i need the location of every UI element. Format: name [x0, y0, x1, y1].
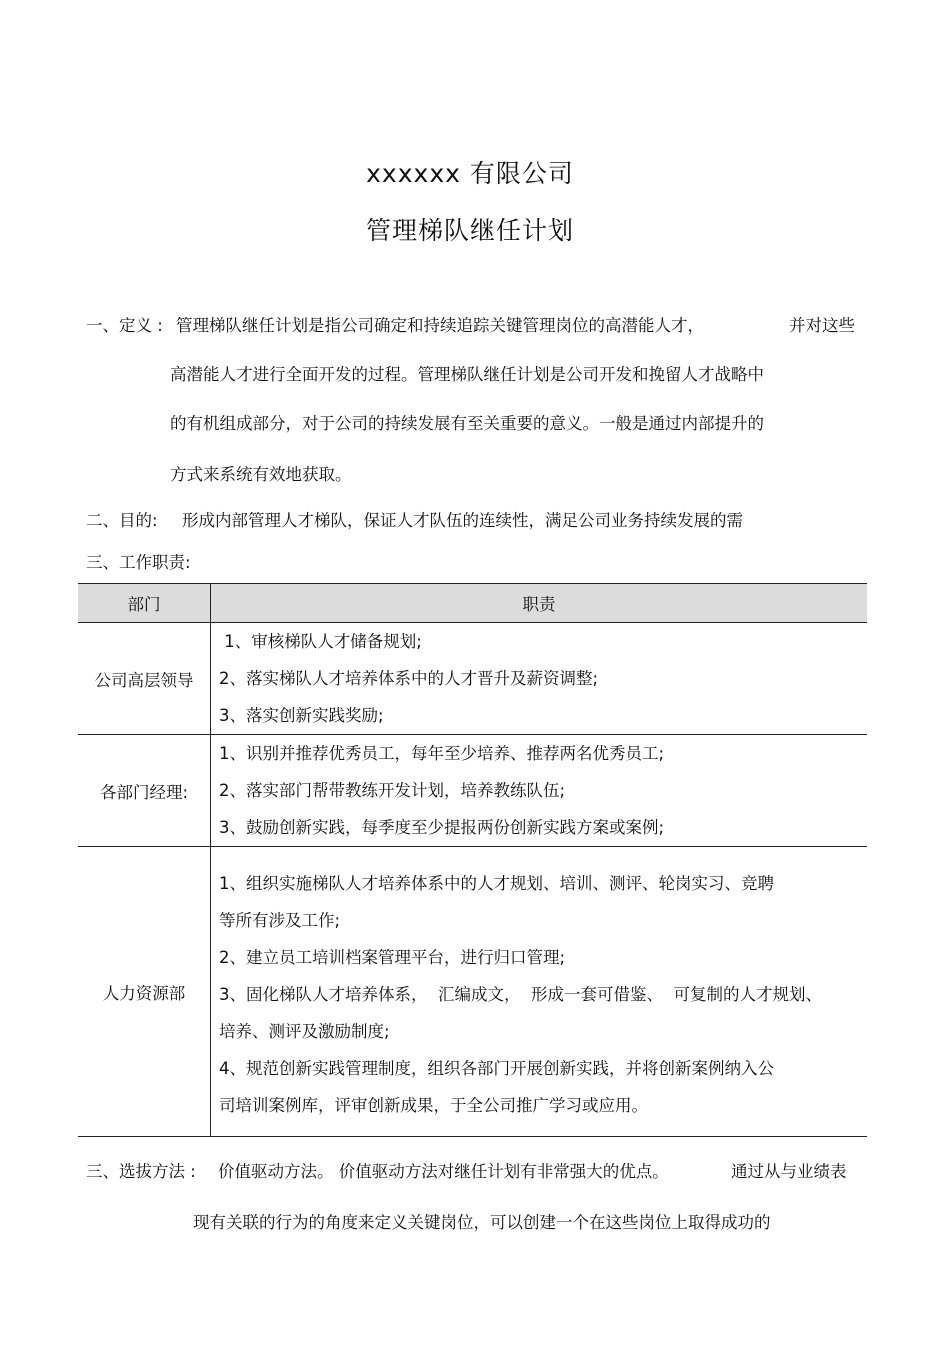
definition-line-4: 方式来系统有效地获取。 [170, 465, 352, 484]
duty-line: 3、固化梯队人才培养体系， 汇编成文， 形成一套可借鉴、 可复制的人才规划、 [219, 985, 822, 1004]
selection-label: 三、选拔方法 : [86, 1162, 196, 1181]
duties-cell [211, 735, 868, 847]
duty-line: 1、审核梯队人才储备规划; [219, 632, 422, 651]
selection-text-a: 价值驱动方法。 价值驱动方法对继任计划有非常强大的优点。 [218, 1162, 669, 1181]
document-title: 管理梯队继任计划 [365, 216, 574, 245]
dept-cell: 公司高层领导 [78, 623, 211, 735]
header-duties: 职责 [211, 584, 868, 623]
duty-line: 2、落实梯队人才培养体系中的人才晋升及薪资调整; [219, 669, 599, 688]
dept-cell: 人力资源部 [78, 847, 211, 1137]
duty-line: 1、识别并推荐优秀员工，每年至少培养、推荐两名优秀员工; [219, 744, 665, 763]
duty-line: 4、规范创新实践管理制度，组织各部门开展创新实践，并将创新案例纳入公 [219, 1059, 774, 1078]
definition-line-1-tail: 并对这些 [789, 316, 855, 335]
table-row [78, 735, 867, 847]
purpose-text: 形成内部管理人才梯队，保证人才队伍的连续性，满足公司业务持续发展的需 [182, 511, 743, 530]
table-row [78, 847, 867, 1137]
duty-line: 3、鼓励创新实践，每季度至少提报两份创新实践方案或案例; [219, 818, 665, 837]
definition-line-2: 高潜能人才进行全面开发的过程。管理梯队继任计划是公司开发和挽留人才战略中 [170, 365, 764, 384]
dept-cell: 各部门经理: [78, 735, 211, 847]
duties-cell [211, 847, 868, 1137]
purpose-label: 二、目的: [86, 511, 158, 530]
duty-line: 等所有涉及工作; [219, 911, 341, 930]
selection-line-2: 现有关联的行为的角度来定义关键岗位，可以创建一个在这些岗位上取得成功的 [193, 1213, 771, 1232]
table-header-row [78, 584, 867, 623]
header-department: 部门 [78, 584, 211, 623]
definition-line-1: 管理梯队继任计划是指公司确定和持续追踪关键管理岗位的高潜能人才， [176, 316, 704, 335]
definition-label: 一、定义 : [86, 316, 163, 335]
duty-line: 2、建立员工培训档案管理平台，进行归口管理; [219, 948, 566, 967]
definition-line-3: 的有机组成部分，对于公司的持续发展有至关重要的意义。一般是通过内部提升的 [170, 414, 764, 433]
duty-table [78, 583, 867, 1137]
duty-line: 司培训案例库，评审创新成果，于全公司推广学习或应用。 [219, 1096, 648, 1115]
duty-line: 培养、测评及激励制度; [219, 1022, 390, 1041]
duties-cell [211, 623, 868, 735]
duties-heading: 三、工作职责: [86, 553, 191, 572]
company-name: xxxxxx 有限公司 [366, 159, 574, 188]
table-row [78, 623, 867, 735]
duty-line: 3、落实创新实践奖励; [219, 706, 384, 725]
duty-line: 2、落实部门帮带教练开发计划，培养教练队伍; [219, 781, 566, 800]
selection-text-b: 通过从与业绩表 [731, 1162, 847, 1181]
duty-line: 1、组织实施梯队人才培养体系中的人才规划、培训、测评、轮岗实习、竞聘 [219, 874, 774, 893]
